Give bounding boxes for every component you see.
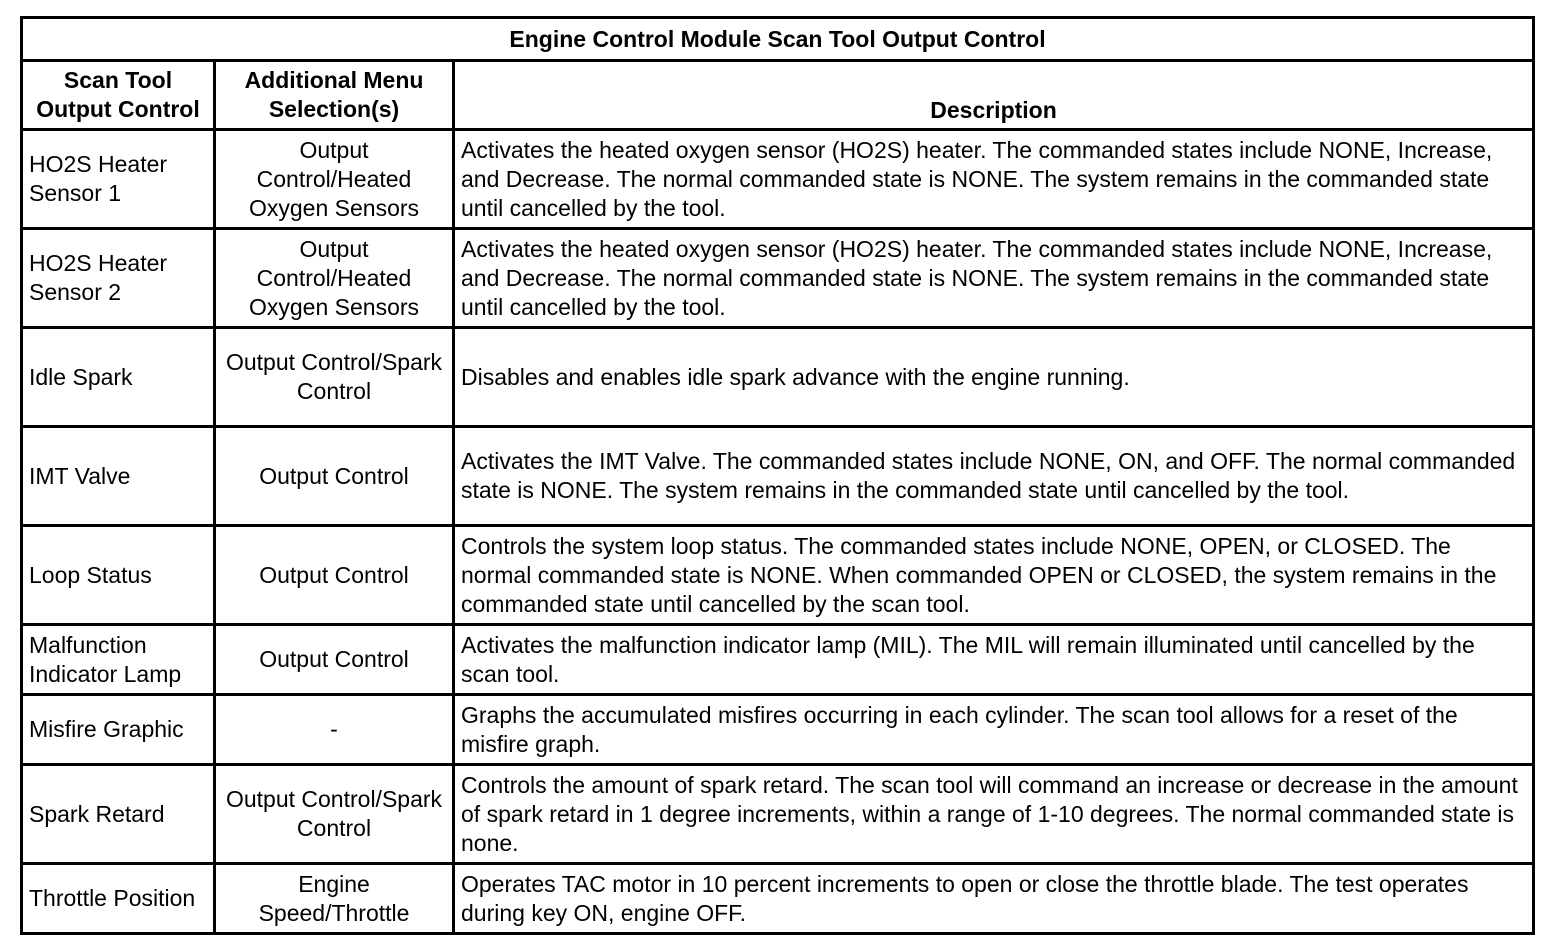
cell-description: Controls the system loop status. The commanded states include NONE, OPEN, or CLOSED. The normal commanded state is NONE. When commanded OPEN or CLOSED, the system remains in the commanded state until cancelled by the scan tool. [454,526,1534,625]
cell-control: Throttle Position [22,864,215,934]
table-header-row [22,61,1534,130]
table-row [22,765,1534,864]
cell-menu: Output Control [215,427,454,526]
cell-description: Graphs the accumulated misfires occurring in each cylinder. The scan tool allows for a reset of the misfire graph. [454,695,1534,765]
cell-description: Operates TAC motor in 10 percent increments to open or close the throttle blade. The test operates during key ON, engine OFF. [454,864,1534,934]
cell-menu: Output Control/Heated Oxygen Sensors [215,229,454,328]
cell-menu: Output Control [215,526,454,625]
header-additional-menu-selections: Additional Menu Selection(s) [215,61,454,130]
cell-menu: Engine Speed/Throttle [215,864,454,934]
table-row [22,864,1534,934]
cell-description: Activates the heated oxygen sensor (HO2S) heater. The commanded states include NONE, Increase, and Decrease. The normal commanded state is NONE. The system remains in the commanded state until cancelled by the tool. [454,229,1534,328]
cell-menu: Output Control/Spark Control [215,765,454,864]
output-control-table-container [20,16,1532,935]
cell-description: Activates the malfunction indicator lamp (MIL). The MIL will remain illuminated until cancelled by the scan tool. [454,625,1534,695]
table-row [22,328,1534,427]
table-row [22,427,1534,526]
table-row [22,695,1534,765]
table-title-row [22,18,1534,61]
cell-description: Activates the heated oxygen sensor (HO2S) heater. The commanded states include NONE, Increase, and Decrease. The normal commanded state is NONE. The system remains in the commanded state until cancelled by the tool. [454,130,1534,229]
cell-control: Misfire Graphic [22,695,215,765]
cell-menu: Output Control/Heated Oxygen Sensors [215,130,454,229]
cell-description: Disables and enables idle spark advance with the engine running. [454,328,1534,427]
table-title: Engine Control Module Scan Tool Output Control [22,18,1534,61]
table-row [22,229,1534,328]
table-row [22,130,1534,229]
cell-control: IMT Valve [22,427,215,526]
cell-control: Spark Retard [22,765,215,864]
cell-description: Activates the IMT Valve. The commanded states include NONE, ON, and OFF. The normal commanded state is NONE. The system remains in the commanded state until cancelled by the tool. [454,427,1534,526]
cell-menu: Output Control [215,625,454,695]
header-description: Description [454,61,1534,130]
cell-menu: - [215,695,454,765]
cell-control: Malfunction Indicator Lamp [22,625,215,695]
cell-control: Loop Status [22,526,215,625]
table-row [22,526,1534,625]
header-scan-tool-output-control: Scan Tool Output Control [22,61,215,130]
cell-description: Controls the amount of spark retard. The scan tool will command an increase or decrease in the amount of spark retard in 1 degree increments, within a range of 1-10 degrees. The normal commanded state is none. [454,765,1534,864]
cell-control: HO2S Heater Sensor 2 [22,229,215,328]
cell-menu: Output Control/Spark Control [215,328,454,427]
cell-control: Idle Spark [22,328,215,427]
table-row [22,625,1534,695]
cell-control: HO2S Heater Sensor 1 [22,130,215,229]
output-control-table [20,16,1535,935]
